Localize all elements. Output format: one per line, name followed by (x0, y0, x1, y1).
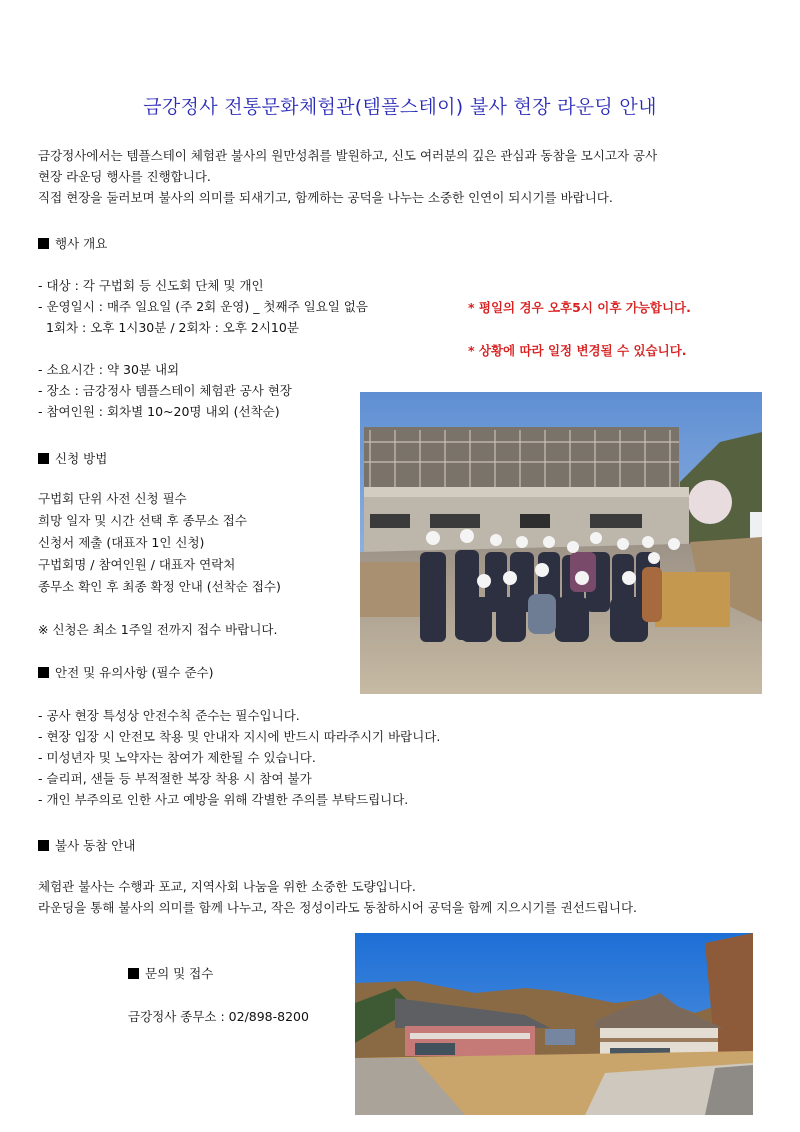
apply-item: 희망 일자 및 시간 선택 후 종무소 접수 (38, 513, 247, 528)
contact-phone: 금강정사 종무소 : 02/898-8200 (128, 1009, 309, 1024)
safety-item: - 개인 부주의로 인한 사고 예방을 위해 각별한 주의를 부탁드립니다. (38, 792, 409, 807)
construction-site-photo (360, 392, 762, 694)
donation-line: 체험관 불사는 수행과 포교, 지역사회 나눔을 위한 소중한 도량입니다. (38, 879, 416, 894)
donation-line: 라운딩을 통해 불사의 의미를 함께 나누고, 작은 정성이라도 동참하시어 공덕을 함께 지으시기를 권선드립니다. (38, 900, 638, 915)
overview-item: - 대상 : 각 구법회 등 신도회 단체 및 개인 (38, 278, 264, 293)
safety-item: - 슬리퍼, 샌들 등 부적절한 복장 착용 시 참여 불가 (38, 771, 312, 786)
schedule-note: * 상황에 따라 일정 변경될 수 있습니다. (468, 343, 687, 358)
safety-item: - 공사 현장 특성상 안전수칙 준수는 필수입니다. (38, 708, 300, 723)
safety-item: - 현장 입장 시 안전모 착용 및 안내자 지시에 반드시 따라주시기 바랍니다. (38, 729, 441, 744)
section-heading-apply: 신청 방법 (38, 449, 107, 467)
apply-item: 구법회 단위 사전 신청 필수 (38, 491, 187, 506)
intro-line: 현장 라운딩 행사를 진행합니다. (38, 169, 211, 184)
section-heading-donation: 불사 동참 안내 (38, 836, 135, 854)
overview-item: - 운영일시 : 매주 일요일 (주 2회 운영) _ 첫째주 일요일 없음 (38, 299, 368, 314)
intro-line: 금강정사에서는 템플스테이 체험관 불사의 원만성취를 발원하고, 신도 여러분의 깊은 관심과 동참을 모시고자 공사 (38, 148, 658, 163)
apply-item: 신청서 제출 (대표자 1인 신청) (38, 535, 205, 550)
schedule-note: * 평일의 경우 오후5시 이후 가능합니다. (468, 300, 691, 315)
safety-item: - 미성년자 및 노약자는 참여가 제한될 수 있습니다. (38, 750, 316, 765)
overview-item: - 참여인원 : 회차별 10~20명 내외 (선착순) (38, 404, 280, 419)
section-heading-safety: 안전 및 유의사항 (필수 준수) (38, 663, 213, 681)
section-heading-contact: 문의 및 접수 (128, 964, 213, 982)
temple-panorama-photo (355, 933, 753, 1115)
page-title: 금강정사 전통문화체험관(템플스테이) 불사 현장 라운딩 안내 (143, 96, 657, 118)
apply-note: ※ 신청은 최소 1주일 전까지 접수 바랍니다. (38, 622, 278, 637)
section-heading-overview: 행사 개요 (38, 234, 107, 252)
apply-item: 구법회명 / 참여인원 / 대표자 연락처 (38, 557, 236, 572)
overview-item: 1회차 : 오후 1시30분 / 2회차 : 오후 2시10분 (38, 320, 299, 335)
apply-item: 종무소 확인 후 최종 확정 안내 (선착순 접수) (38, 579, 281, 594)
overview-item: - 장소 : 금강정사 템플스테이 체험관 공사 현장 (38, 383, 292, 398)
overview-item: - 소요시간 : 약 30분 내외 (38, 362, 180, 377)
intro-line: 직접 현장을 둘러보며 불사의 의미를 되새기고, 함께하는 공덕을 나누는 소중한 인연이 되시기를 바랍니다. (38, 190, 613, 205)
